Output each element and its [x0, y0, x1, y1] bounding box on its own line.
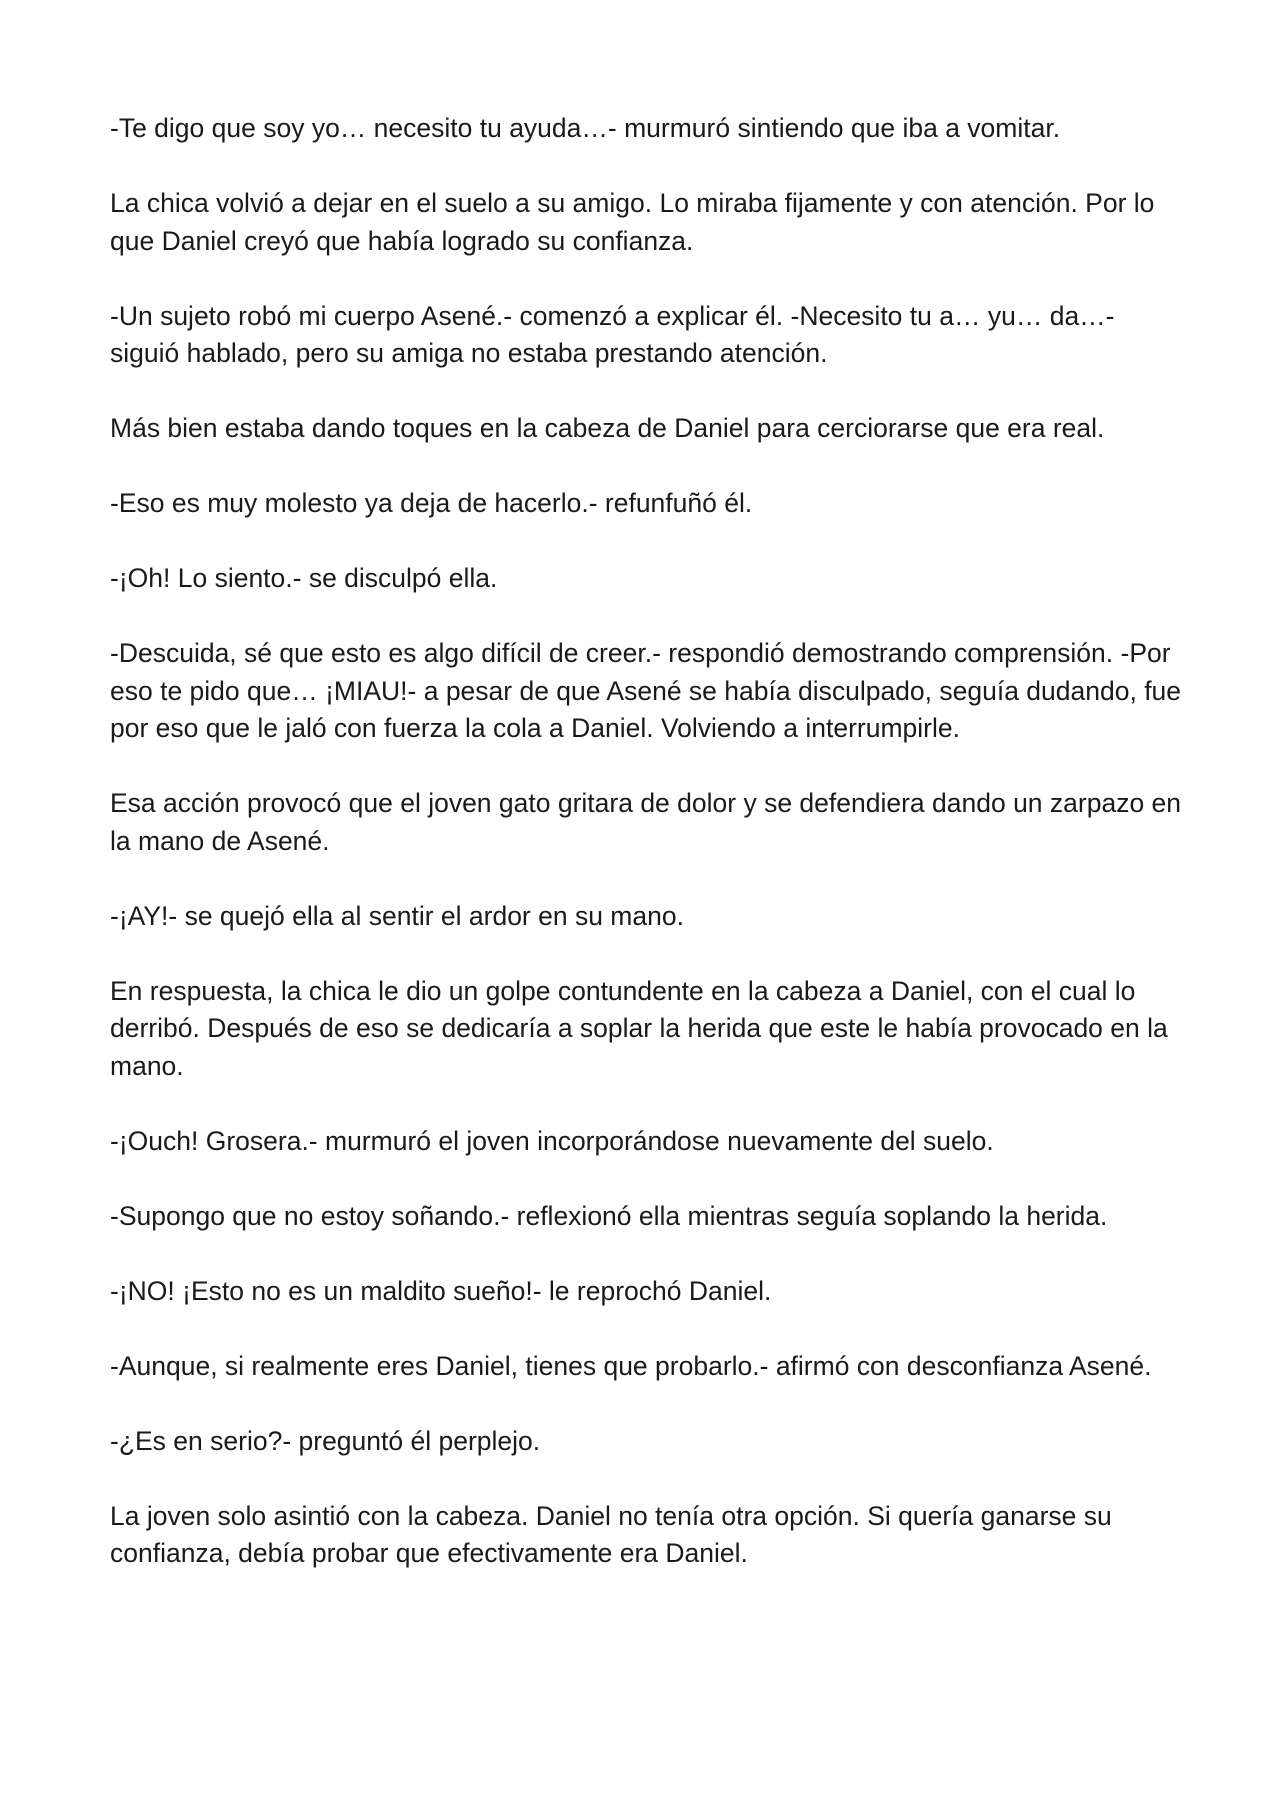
- document-body: [110, 110, 1190, 1610]
- paragraph: -¡Oh! Lo siento.- se disculpó ella.: [110, 563, 498, 593]
- paragraph: -¡AY!- se quejó ella al sentir el ardor en su mano.: [110, 900, 684, 931]
- paragraph: -¡Ouch! Grosera.- murmuró el joven incorporándose nuevamente del suelo.: [110, 1125, 994, 1156]
- paragraph: En respuesta, la chica le dio un golpe contundente en la cabeza a Daniel, con el cual lo derribó. Después de eso se dedicaría a soplar la herida que este le había provocado en la mano.: [110, 975, 1168, 1081]
- paragraph: La joven solo asintió con la cabeza. Daniel no tenía otra opción. Si quería ganarse su confianza, debía probar que efectivamente era Daniel.: [110, 1500, 1112, 1568]
- paragraph: -Te digo que soy yo… necesito tu ayuda…- murmuró sintiendo que iba a vomitar.: [110, 113, 1061, 143]
- paragraph: -¿Es en serio?- preguntó él perplejo.: [110, 1425, 541, 1456]
- paragraph: -Eso es muy molesto ya deja de hacerlo.- refunfuñó él.: [110, 488, 753, 518]
- paragraph: La chica volvió a dejar en el suelo a su amigo. Lo miraba fijamente y con atención. Por lo que Daniel creyó que había logrado su confianza.: [110, 188, 1155, 256]
- paragraph: Esa acción provocó que el joven gato gritara de dolor y se defendiera dando un zarpazo en la mano de Asené.: [110, 788, 1182, 856]
- paragraph: -Aunque, si realmente eres Daniel, tienes que probarlo.- afirmó con desconfianza Asené.: [110, 1350, 1152, 1381]
- paragraph: -¡NO! ¡Esto no es un maldito sueño!- le reprochó Daniel.: [110, 1275, 772, 1306]
- paragraph: -Supongo que no estoy soñando.- reflexionó ella mientras seguía soplando la herida.: [110, 1200, 1108, 1231]
- paragraph: -Un sujeto robó mi cuerpo Asené.- comenzó a explicar él. -Necesito tu a… yu… da…- siguió hablado, pero su amiga no estaba prestando atención.: [110, 300, 1115, 368]
- paragraph: -Descuida, sé que esto es algo difícil de creer.- respondió demostrando comprensión. -Por eso te pido que… ¡MIAU!- a pesar de que Asené se había disculpado, seguía dudando, fue por eso que le jaló con fuerza la cola a Daniel. Volviendo a interrumpirle.: [110, 638, 1182, 743]
- paragraph: Más bien estaba dando toques en la cabeza de Daniel para cerciorarse que era real.: [110, 413, 1105, 443]
